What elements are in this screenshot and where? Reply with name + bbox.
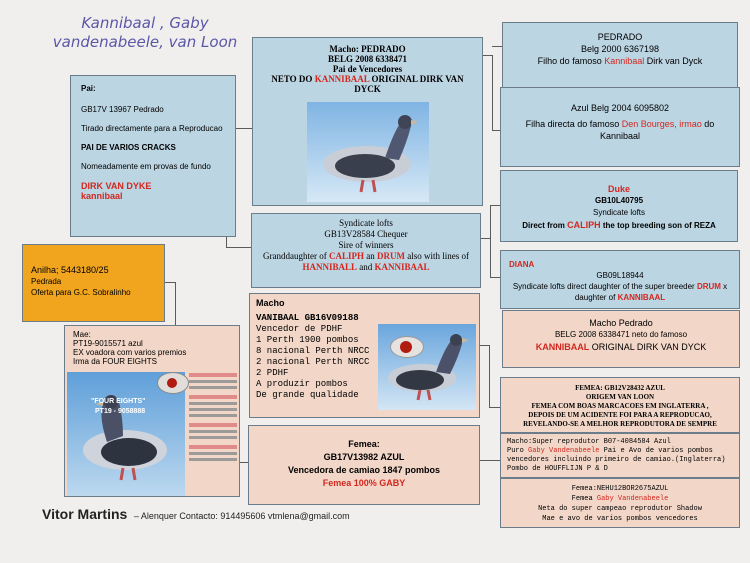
granddam-maternal-box	[248, 425, 480, 505]
connector-line	[175, 282, 176, 326]
grandsire-photo	[307, 102, 429, 202]
sire-line2: PAI DE VARIOS CRACKS	[81, 143, 176, 152]
ggs1-box	[502, 22, 738, 90]
gs1-ring: BELG 2008 6338471	[327, 54, 407, 64]
ggd2-box	[500, 250, 740, 309]
ggs4-line: Puro Gaby Vandenabeele Pai e Avo de varios pombos	[507, 447, 713, 455]
gd1-line2: GB13V28584 Chequer	[324, 229, 408, 239]
sire-red2: kannibaal	[81, 191, 123, 201]
sire-box	[70, 75, 236, 237]
ggs4-l4: Pombo de HOUFFLIJN P & D	[507, 465, 608, 473]
gs2-title: Macho	[256, 298, 285, 308]
pigeon-illustration	[378, 324, 476, 410]
eye-sign-thumbnail	[157, 372, 189, 394]
grandsire-paternal-box	[252, 37, 483, 206]
dam-ring: PT19-9015571 azul	[73, 339, 143, 348]
connector-line	[480, 460, 500, 461]
ggd3-l1: FEMEA: GB12V28432 AZUL	[575, 384, 665, 392]
dam-photo-ring: PT19 - 9058888	[95, 408, 146, 415]
sire-line3: Nomeadamente em provas de fundo	[81, 162, 211, 171]
eye-sign-icon	[390, 336, 424, 358]
ggs4-l3: vencedores incluindo primeiro de camiao.(Inglaterra)	[507, 456, 726, 464]
ggs3-box	[502, 310, 740, 368]
ggd3-l2: ORIGEM VAN LOON	[585, 393, 655, 401]
ggs2-ring: GB10L40795	[594, 196, 644, 205]
dam-box	[64, 325, 240, 497]
gs2-l4: 2 nacional Perth NRCC	[256, 357, 370, 367]
sire-red1: DIRK VAN DYKE	[81, 181, 152, 191]
ggd2-title: DIANA	[509, 260, 535, 269]
dam-label: Mae:	[73, 330, 91, 339]
ggd3-box	[500, 377, 740, 433]
gd1-line1: Syndicate lofts	[339, 218, 393, 228]
gs1-title: Macho: PEDRADO	[329, 44, 406, 54]
subject-note: Oferta para G.C. Sobralinho	[31, 288, 131, 297]
contact-details: – Alenquer Contacto: 914495606 vtmlena@gmail.com	[133, 511, 350, 521]
ggd2-line: Syndicate lofts direct daughter of the super breeder DRUM x daughter of KANNIBAAL	[512, 282, 728, 302]
subject-ring: Anilha; 5443180/25	[31, 265, 109, 275]
gs2-l3: 8 nacional Perth NRCC	[256, 346, 370, 356]
ggd1-ring: Azul Belg 2004 6095802	[570, 103, 670, 113]
ggd3-l5: REVELANDO-SE A MELHOR REPRODUTORA DE SEMPRE	[523, 420, 717, 428]
gs2-l2: 1 Perth 1900 pombos	[256, 335, 359, 345]
subject-name: Pedrada	[31, 277, 62, 286]
gs2-l1: Vencedor de PDHF	[256, 324, 343, 334]
ggs3-ring: BELG 2008 6338471 neto do famoso	[554, 330, 688, 339]
gd2-ring: GB17V13982 AZUL	[323, 452, 405, 462]
ggs1-line: Filho do famoso Kannibaal Dirk van Dyck	[537, 56, 703, 66]
connector-line	[489, 345, 490, 407]
gd1-line3: Sire of winners	[338, 240, 394, 250]
ggs4-l1: Macho:Super reprodutor B07-4084584 Azul	[507, 438, 671, 446]
gd2-title: Femea:	[348, 439, 380, 449]
gd2-l1: Vencedora de camiao 1847 pombos	[287, 465, 441, 475]
gs1-line1: Pai de Vencedores	[332, 64, 403, 74]
sire-ring: GB17V 13967 Pedrado	[81, 105, 164, 114]
ggs3-line: KANNIBAAL ORIGINAL DIRK VAN DYCK	[535, 342, 707, 352]
footer-contact	[42, 506, 350, 522]
ggd1-line: Filha directa do famoso Den Bourges, irmao do Kannibaal	[525, 119, 715, 141]
awards-list	[189, 370, 237, 496]
ggs2-title: Duke	[607, 184, 630, 194]
dam-line1: EX voadora com varios premios	[73, 348, 187, 357]
gs2-l5: 2 PDHF	[256, 368, 289, 378]
ggs4-box	[500, 433, 740, 478]
ggs3-title: Macho Pedrado	[589, 318, 653, 328]
ggs2-l1: Syndicate lofts	[592, 208, 646, 217]
ggd4-l1: Femea:NEHU12BOR2675AZUL	[571, 485, 669, 493]
owner-name: Vitor Martins	[42, 506, 128, 522]
sire-line1: Tirado directamente para a Reproducao	[81, 124, 223, 133]
ggs1-ring: Belg 2000 6367198	[580, 44, 660, 54]
ggd4-l3: Neta do super campeao reprodutor Shadow	[538, 505, 702, 513]
ggd3-l3: FEMEA COM BOAS MARCACOES EM INGLATERRA ,	[531, 402, 709, 410]
gd2-red: Femea 100% GABY	[322, 478, 406, 488]
ggd1-box	[500, 87, 740, 167]
connector-line	[226, 247, 252, 248]
gs2-name-line: VANIBAAL GB16V09188	[256, 313, 359, 323]
pigeon-illustration	[307, 102, 429, 202]
dam-line2: Irma da FOUR EIGHTS	[73, 357, 158, 366]
connector-line	[490, 205, 491, 277]
grandsire-maternal-box	[249, 293, 480, 418]
connector-line	[492, 55, 493, 130]
page-title: Kannibaal , Gaby vandenabeele, van Loon	[52, 14, 238, 51]
ggd2-ring: GB09L18944	[596, 271, 644, 280]
ggd4-box	[500, 478, 740, 528]
vanibaal-photo	[378, 324, 476, 410]
ggs2-box	[500, 170, 738, 242]
connector-line	[492, 46, 502, 47]
ggd3-l4: DEPOIS DE UM ACIDENTE FOI PARA A REPRODUCAO,	[528, 411, 712, 419]
ggs2-line: Direct from CALIPH the top breeding son of REZA	[522, 220, 716, 230]
ggd4-line: Femea Gaby Vandenabeele	[571, 495, 669, 503]
subject-box	[22, 244, 165, 322]
gd1-lines: Granddaughter of CALIPH an DRUM also with lines of HANNIBALL and KANNIBAAL	[263, 251, 469, 272]
granddam-paternal-box	[251, 213, 481, 288]
gs2-l6: A produzir pombos	[256, 379, 348, 389]
gs2-l7: De grande qualidade	[256, 390, 359, 400]
sire-label: Pai:	[81, 84, 96, 93]
ggs1-title: PEDRADO	[597, 32, 643, 42]
ggd4-l4: Mae e avo de varios pombos vencedores	[542, 515, 698, 523]
dam-photo-caption: "FOUR EIGHTS"	[91, 398, 146, 405]
gs1-neto: NETO DO KANNIBAAL ORIGINAL DIRK VAN DYCK	[271, 74, 464, 94]
